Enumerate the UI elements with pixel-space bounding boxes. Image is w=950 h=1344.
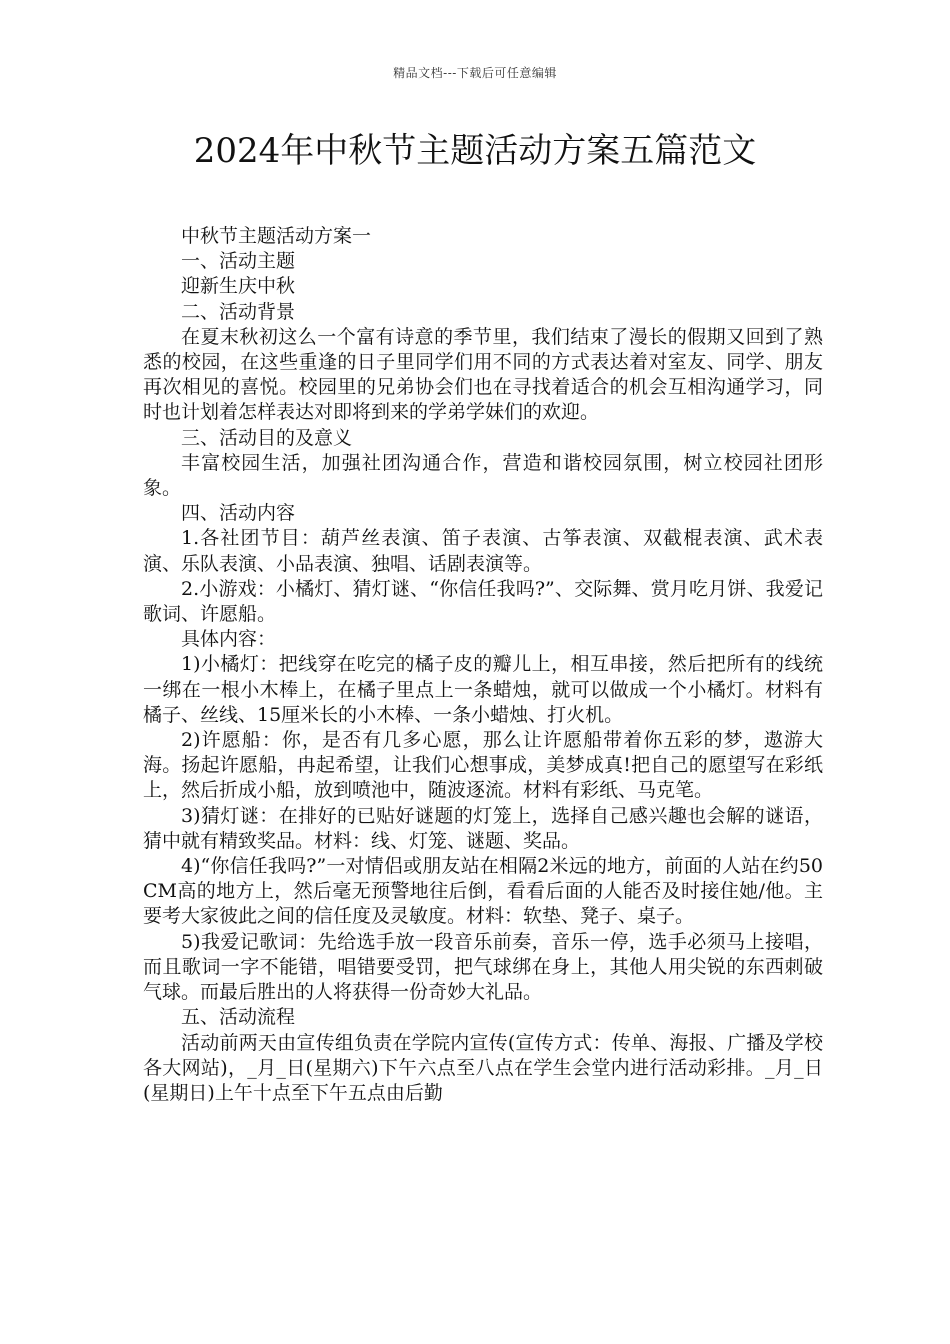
document-title: 2024年中秋节主题活动方案五篇范文	[193, 131, 757, 171]
paragraph: 四、活动内容	[181, 502, 296, 525]
paragraph: 活动前两天由宣传组负责在学院内宣传(宣传方式：传单、海报、广播及学校各大网站)，_月_日(星期六)下午六点至八点在学生会堂内进行活动彩排。_月_日(星期日)上午十点至下午五点由后勤	[143, 1031, 823, 1104]
paragraph: 一、活动主题	[181, 250, 296, 273]
page-header: 精品文档---下载后可任意编辑	[393, 66, 557, 80]
paragraph: 迎新生庆中秋	[181, 275, 296, 298]
paragraph: 1.各社团节目：葫芦丝表演、笛子表演、古筝表演、双截棍表演、武术表演、乐队表演、小品表演、独唱、话剧表演等。	[143, 527, 823, 575]
paragraph: 2)许愿船：你，是否有几多心愿，那么让许愿船带着你五彩的梦，遨游大海。扬起许愿船，冉起希望，让我们心想事成，美梦成真!把自己的愿望写在彩纸上，然后折成小船，放到喷池中，随波逐流。材料有彩纸、马克笔。	[143, 729, 823, 802]
paragraph: 二、活动背景	[181, 300, 296, 323]
paragraph: 在夏末秋初这么一个富有诗意的季节里，我们结束了漫长的假期又回到了熟悉的校园，在这些重逢的日子里同学们用不同的方式表达着对室友、同学、朋友再次相见的喜悦。校园里的兄弟协会们也在寻找着适合的机会互相沟通学习，同时也计划着怎样表达对即将到来的学弟学妹们的欢迎。	[143, 325, 823, 424]
paragraph: 3)猜灯谜：在排好的已贴好谜题的灯笼上，选择自己感兴趣也会解的谜语，猜中就有精致奖品。材料：线、灯笼、谜题、奖品。	[143, 804, 823, 852]
paragraph: 五、活动流程	[181, 1006, 296, 1029]
paragraph: 具体内容：	[181, 628, 277, 651]
paragraph: 三、活动目的及意义	[181, 426, 353, 449]
paragraph: 4)“你信任我吗?”一对情侣或朋友站在相隔2米远的地方，前面的人站在约50CM高的地方上，然后毫无预警地往后倒，看看后面的人能否及时接住她/他。主要考大家彼此之间的信任度及灵敏度。材料：软垫、凳子、桌子。	[143, 855, 823, 928]
paragraph: 5)我爱记歌词：先给选手放一段音乐前奏，音乐一停，选手必须马上接唱，而且歌词一字不能错，唱错要受罚，把气球绑在身上，其他人用尖锐的东西刺破气球。而最后胜出的人将获得一份奇妙大礼品。	[143, 930, 823, 1004]
paragraph: 2.小游戏：小橘灯、猜灯谜、“你信任我吗?”、交际舞、赏月吃月饼、我爱记歌词、许愿船。	[143, 577, 823, 626]
paragraph: 1)小橘灯：把线穿在吃完的橘子皮的瓣儿上，相互串接，然后把所有的线统一绑在一根小木棒上，在橘子里点上一条蜡烛，就可以做成一个小橘灯。材料有橘子、丝线、15厘米长的小木棒、一条小蜡烛、打火机。	[143, 653, 823, 726]
paragraph: 中秋节主题活动方案一	[181, 225, 372, 247]
paragraph: 丰富校园生活，加强社团沟通合作，营造和谐校园氛围，树立校园社团形象。	[143, 451, 823, 500]
document-body	[143, 224, 823, 1106]
